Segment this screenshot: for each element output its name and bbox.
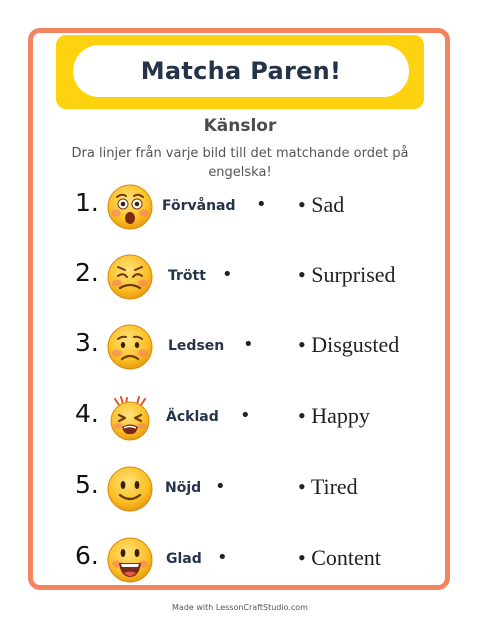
left-dot[interactable]: •: [240, 405, 251, 426]
english-word-text: Sad: [311, 192, 345, 217]
swedish-word: Nöjd: [165, 480, 202, 496]
row-number: 1.: [75, 188, 99, 217]
swedish-word: Förvånad: [162, 198, 236, 214]
row-number: 3.: [75, 328, 99, 357]
english-word: • Tired: [298, 474, 358, 499]
english-word: • Disgusted: [298, 332, 400, 357]
title-pill: [73, 45, 409, 97]
surprised-face-icon: [106, 183, 154, 231]
english-word-text: Surprised: [311, 262, 396, 287]
worksheet-title: Matcha Paren!: [140, 57, 342, 85]
english-word-text: Tired: [310, 474, 358, 499]
footer-credit: Made with LessonCraftStudio.com: [172, 603, 308, 612]
match-row-2: [0, 250, 480, 306]
row-number: 2.: [75, 258, 99, 287]
swedish-word: Trött: [168, 268, 206, 284]
left-dot[interactable]: •: [217, 547, 228, 568]
english-word: • Surprised: [298, 262, 396, 287]
english-word: • Sad: [298, 192, 345, 217]
match-row-5: [0, 462, 480, 518]
match-row-4: [0, 391, 480, 447]
english-word: • Content: [298, 545, 381, 570]
left-dot[interactable]: •: [215, 476, 226, 497]
sad-face-icon: [106, 323, 154, 371]
english-word-text: Disgusted: [311, 332, 400, 357]
english-word-text: Happy: [311, 403, 370, 428]
english-word: • Happy: [298, 403, 370, 428]
match-row-3: [0, 320, 480, 376]
swedish-word: Ledsen: [168, 338, 225, 354]
match-row-6: [0, 533, 480, 589]
worksheet-subtitle: Känslor: [203, 116, 277, 136]
row-number: 4.: [75, 399, 99, 428]
swedish-word: Glad: [166, 551, 202, 567]
happy-face-icon: [106, 536, 154, 584]
left-dot[interactable]: •: [256, 194, 267, 215]
tired-face-icon: [106, 253, 154, 301]
instructions: Dra linjer från varje bild till det matchande ordet på engelska!: [71, 146, 409, 180]
swedish-word: Äcklad: [166, 409, 219, 425]
disgusted-face-icon: [106, 394, 154, 442]
left-dot[interactable]: •: [222, 264, 233, 285]
content-face-icon: [106, 465, 154, 513]
left-dot[interactable]: •: [243, 334, 254, 355]
row-number: 5.: [75, 470, 99, 499]
english-word-text: Content: [311, 545, 381, 570]
match-row-1: [0, 180, 480, 236]
row-number: 6.: [75, 541, 99, 570]
